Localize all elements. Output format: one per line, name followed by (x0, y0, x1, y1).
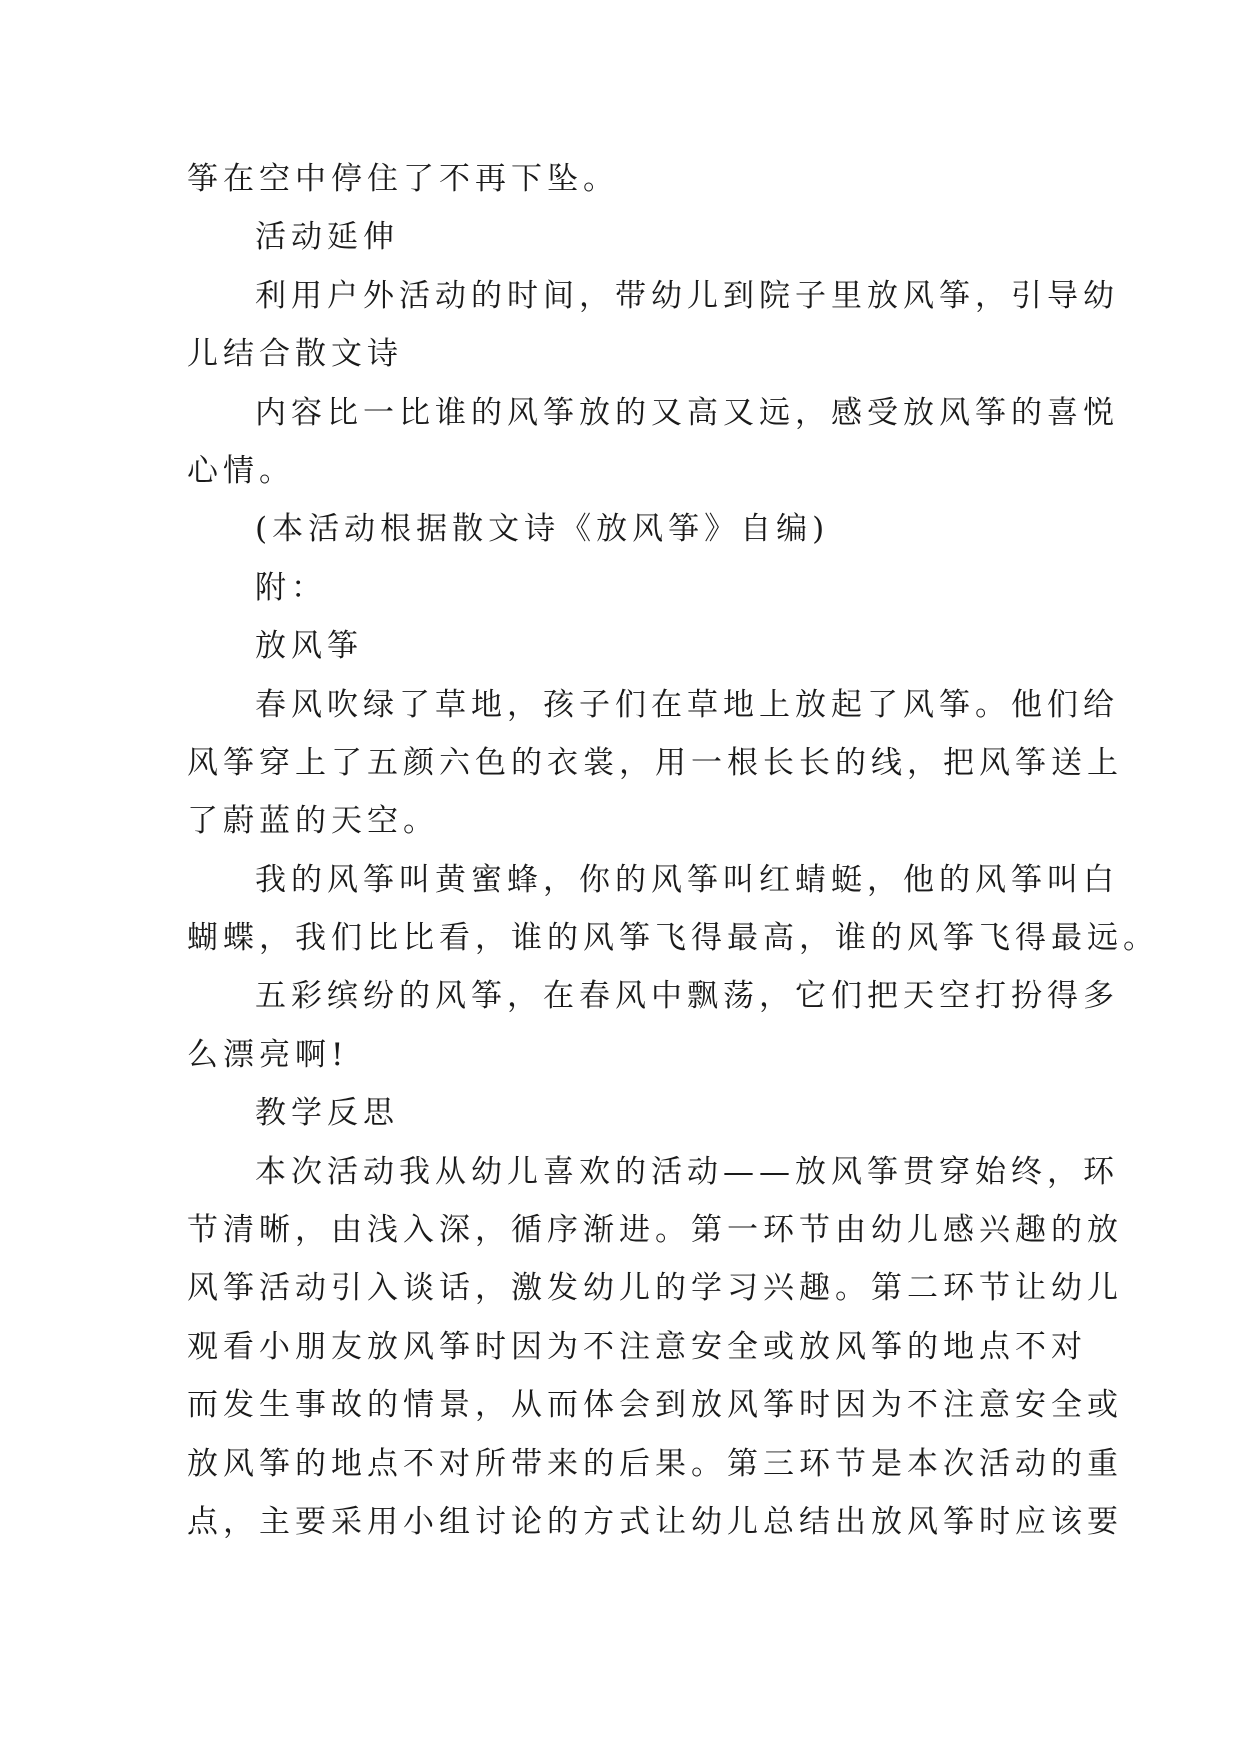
text-line: 五彩缤纷的风筝，在春风中飘荡，它们把天空打扮得多 (255, 978, 1119, 1015)
text-line: 节清晰，由浅入深，循序渐进。第一环节由幼儿感兴趣的放 (187, 1212, 1123, 1249)
text-line: 而发生事故的情景，从而体会到放风筝时因为不注意安全或 (187, 1387, 1123, 1424)
paragraph (187, 267, 1119, 384)
paragraph (187, 967, 1119, 1084)
paragraph (187, 150, 1057, 208)
text-line: 么漂亮啊! (187, 1036, 349, 1073)
text-line: 观看小朋友放风筝时因为不注意安全或放风筝的地点不对 (187, 1328, 1087, 1365)
text-line: (本活动根据散文诗《放风筝》自编) (255, 511, 830, 548)
text-line: 放风筝 (255, 628, 363, 665)
text-line: 放风筝的地点不对所带来的后果。第三环节是本次活动的重 (187, 1445, 1123, 1482)
text-line: 了蔚蓝的天空。 (187, 803, 439, 840)
paragraph (187, 384, 1119, 501)
section-heading (187, 1084, 1057, 1142)
text-line: 心情。 (187, 452, 295, 489)
text-line: 利用户外活动的时间，带幼儿到院子里放风筝，引导幼 (255, 277, 1119, 314)
section-heading (187, 208, 1057, 266)
text-line: 活动延伸 (255, 219, 399, 256)
text-line: 内容比一比谁的风筝放的又高又远，感受放风筝的喜悦 (255, 394, 1119, 431)
text-line: 春风吹绿了草地，孩子们在草地上放起了风筝。他们给 (255, 686, 1119, 723)
paragraph (187, 1143, 1123, 1552)
document-body (187, 150, 1159, 1551)
appendix-label (187, 559, 1057, 617)
text-line: 筝在空中停住了不再下坠。 (187, 161, 619, 197)
text-line: 我的风筝叫黄蜜蜂，你的风筝叫红蜻蜓，他的风筝叫白 (255, 861, 1119, 898)
paragraph (187, 676, 1123, 851)
text-line: 点，主要采用小组讨论的方式让幼儿总结出放风筝时应该要 (187, 1503, 1123, 1540)
text-line: 蝴蝶，我们比比看，谁的风筝飞得最高，谁的风筝飞得最远。 (187, 920, 1159, 957)
text-line: 附： (255, 569, 327, 606)
text-line: 风筝穿上了五颜六色的衣裳，用一根长长的线，把风筝送上 (187, 744, 1123, 781)
poem-title (187, 617, 1057, 675)
text-line: 风筝活动引入谈话，激发幼儿的学习兴趣。第二环节让幼儿 (187, 1270, 1123, 1307)
text-line: 本次活动我从幼儿喜欢的活动——放风筝贯穿始终，环 (255, 1153, 1119, 1190)
text-line: 教学反思 (255, 1095, 399, 1132)
text-line: 儿结合散文诗 (187, 336, 403, 373)
paragraph (187, 500, 1057, 558)
paragraph (187, 851, 1159, 968)
